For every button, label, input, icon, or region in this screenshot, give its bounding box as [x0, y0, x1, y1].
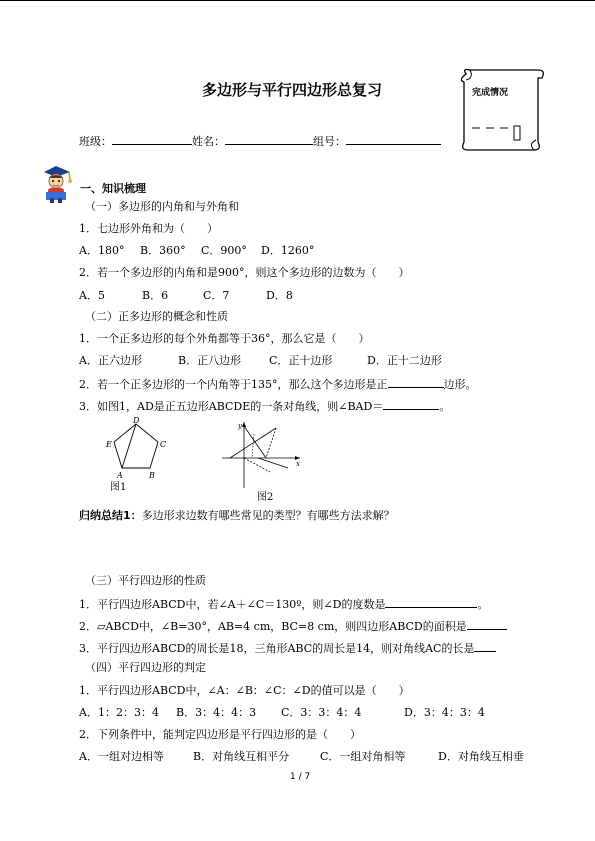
class-label: 班级：: [79, 135, 112, 148]
property-question-1-suffix: 。: [477, 598, 489, 611]
subsection-4: （四）平行四边形的判定: [85, 661, 206, 674]
option: A．1：2：3：4: [79, 706, 159, 719]
answer-blank[interactable]: [467, 618, 507, 630]
option: D．正十二边形: [367, 354, 442, 367]
question-4: [79, 376, 477, 392]
name-label: 姓名：: [192, 135, 225, 148]
summary-text: 多边形求边数有哪些常见的类型？有哪些方法求解？: [141, 509, 395, 522]
question-3: 1．一个正多边形的每个外角都等于36°，那么它是（ ）: [79, 332, 370, 345]
option: C．900°: [201, 244, 247, 257]
property-question-2: [79, 618, 507, 634]
name-blank[interactable]: [225, 133, 313, 145]
figure-2-graph: [218, 418, 304, 490]
option: C．7: [203, 289, 230, 302]
option: D．对角线互相垂: [438, 750, 524, 763]
option: B．6: [142, 289, 169, 302]
question-5: [79, 398, 450, 414]
option: C．一组对角相等: [320, 750, 406, 763]
figure-1-pentagon: [100, 414, 172, 480]
page-title: 多边形与平行四边形总复习: [202, 81, 383, 99]
question-4-suffix: 边形。: [443, 378, 477, 391]
figure-1-caption: 图1: [110, 482, 127, 493]
property-question-2-text: 2．▱ABCD中，∠B=30°，AB=4 cm，BC=8 cm，则四边形ABCD的面积是: [79, 620, 467, 633]
subsection-3: （三）平行四边形的性质: [85, 574, 206, 587]
scroll-label: 完成情况: [472, 88, 509, 98]
question-4-text: 2．若一个正多边形的一个内角等于135°，那么这个多边形是正: [79, 378, 388, 391]
question-1: 1．七边形外角和为（ ）: [79, 222, 218, 235]
option: A．正六边形: [79, 354, 142, 367]
answer-blank[interactable]: [383, 398, 439, 410]
info-line: [79, 133, 441, 149]
judgement-question-1: 1．平行四边形ABCD中，∠A：∠B：∠C：∠D的值可以是（ ）: [79, 684, 410, 697]
option: D．3：4：3：4: [404, 706, 485, 719]
option: B．对角线互相平分: [193, 750, 290, 763]
figure-1-label-a: A: [117, 471, 123, 480]
group-label: 组号：: [313, 135, 346, 148]
property-question-1-text: 1．平行四边形ABCD中，若∠A＋∠C＝130º，则∠D的度数是: [79, 598, 386, 611]
option: A．一组对边相等: [79, 750, 164, 763]
option: C．3：3：4：4: [281, 706, 362, 719]
question-5-text: 3．如图1，AD是正五边形ABCDE的一条对角线，则∠BAD＝: [79, 400, 384, 413]
option: D．8: [266, 289, 293, 302]
figure-2-label-y: y: [238, 422, 242, 430]
option: B．3：4：4：3: [176, 706, 257, 719]
class-blank[interactable]: [112, 133, 192, 145]
group-blank[interactable]: [346, 133, 441, 145]
figure-1-label-b: B: [149, 471, 155, 480]
figure-1-label-c: C: [160, 440, 167, 449]
scroll-icon: [452, 66, 548, 154]
option: A．180°: [79, 244, 125, 257]
figure-1-label-e: E: [106, 440, 112, 449]
answer-blank[interactable]: [474, 640, 496, 652]
page-number: 1 / 7: [290, 772, 311, 782]
property-question-3-text: 3．平行四边形ABCD的周长是18，三角形ABC的周长是14，则对角线AC的长是: [79, 642, 475, 655]
figure-2-caption: 图2: [257, 492, 274, 503]
property-question-3: [79, 640, 496, 656]
answer-blank[interactable]: [388, 376, 444, 388]
question-2: 2．若一个多边形的内角和是900°，则这个多边形的边数为（ ）: [79, 266, 410, 279]
question-5-suffix: 。: [439, 400, 451, 413]
section-heading-1: 一、知识梳理: [80, 182, 146, 195]
option: B．正八边形: [178, 354, 242, 367]
option: D．1260°: [261, 244, 315, 257]
subsection-2: （二）正多边形的概念和性质: [85, 310, 228, 323]
answer-blank[interactable]: [385, 596, 477, 608]
summary-1: [79, 509, 395, 523]
option: A．5: [79, 289, 105, 302]
option: B．360°: [140, 244, 186, 257]
figure-2-label-x: x: [296, 460, 300, 468]
student-avatar-icon: [36, 164, 76, 204]
figure-1-label-d: D: [133, 416, 140, 425]
property-question-1: [79, 596, 488, 612]
subsection-1: （一）多边形的内角和与外角和: [85, 200, 239, 213]
judgement-question-2: 2．下列条件中，能判定四边形是平行四边形的是（ ）: [79, 728, 361, 741]
top-rule: [0, 0, 595, 1]
option: C．正十边形: [269, 354, 333, 367]
summary-label: 归纳总结1：: [79, 509, 142, 522]
